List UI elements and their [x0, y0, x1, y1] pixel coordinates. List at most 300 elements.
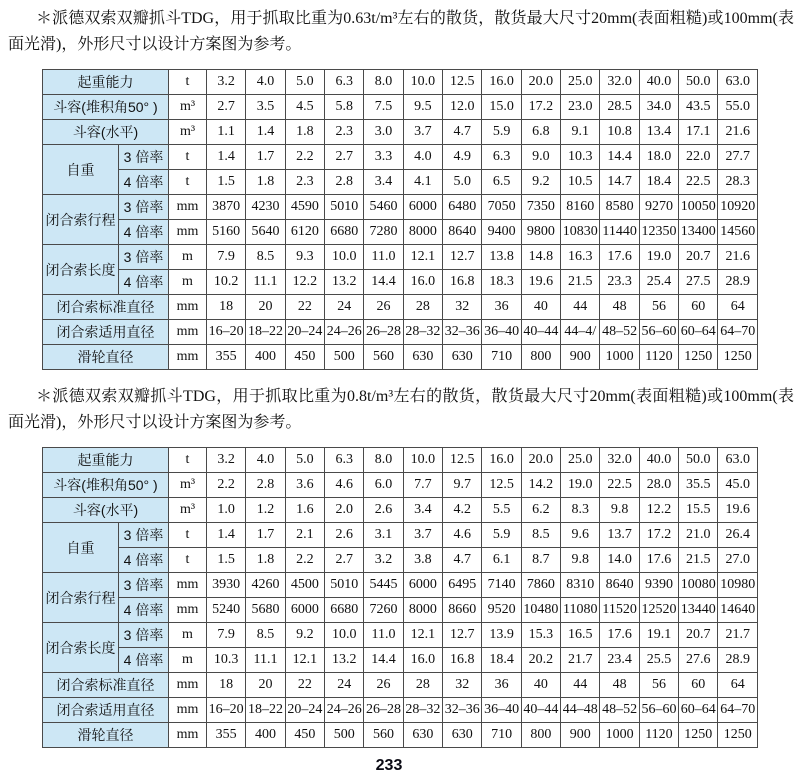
- value-cell: 24–26: [325, 698, 364, 723]
- value-cell: 2.3: [285, 170, 324, 195]
- value-cell: 32–36: [443, 698, 482, 723]
- value-cell: 1000: [600, 723, 639, 748]
- value-cell: 10920: [718, 195, 758, 220]
- table-row: [43, 270, 758, 295]
- value-cell: 14.8: [521, 245, 560, 270]
- value-cell: 26–28: [364, 320, 403, 345]
- value-cell: 13.7: [600, 523, 639, 548]
- value-cell: 12.5: [482, 473, 521, 498]
- value-cell: 10.3: [561, 145, 600, 170]
- value-cell: 2.2: [207, 473, 246, 498]
- unit-cell: mm: [169, 295, 207, 320]
- value-cell: 22.5: [679, 170, 718, 195]
- value-cell: 18.3: [482, 270, 521, 295]
- value-cell: 32.0: [600, 448, 639, 473]
- value-cell: 3.2: [207, 448, 246, 473]
- unit-cell: mm: [169, 195, 207, 220]
- value-cell: 24: [325, 295, 364, 320]
- unit-cell: m: [169, 648, 207, 673]
- value-cell: 21.6: [718, 120, 758, 145]
- row-sublabel: 3 倍率: [119, 573, 169, 598]
- row-label: 起重能力: [43, 448, 169, 473]
- value-cell: 900: [561, 723, 600, 748]
- unit-cell: mm: [169, 573, 207, 598]
- value-cell: 28.9: [718, 270, 758, 295]
- value-cell: 28: [403, 295, 442, 320]
- value-cell: 2.2: [285, 145, 324, 170]
- value-cell: 21.5: [679, 548, 718, 573]
- value-cell: 2.6: [364, 498, 403, 523]
- value-cell: 14640: [718, 598, 758, 623]
- unit-cell: t: [169, 170, 207, 195]
- value-cell: 2.7: [207, 95, 246, 120]
- unit-cell: t: [169, 448, 207, 473]
- value-cell: 9.2: [285, 623, 324, 648]
- value-cell: 2.8: [246, 473, 285, 498]
- value-cell: 13.4: [639, 120, 678, 145]
- row-sublabel: 4 倍率: [119, 270, 169, 295]
- value-cell: 3930: [207, 573, 246, 598]
- value-cell: 6.3: [482, 145, 521, 170]
- value-cell: 5160: [207, 220, 246, 245]
- value-cell: 2.8: [325, 170, 364, 195]
- value-cell: 6120: [285, 220, 324, 245]
- value-cell: 3.7: [403, 523, 442, 548]
- unit-cell: m³: [169, 498, 207, 523]
- value-cell: 13.9: [482, 623, 521, 648]
- value-cell: 9.6: [561, 523, 600, 548]
- value-cell: 4.0: [246, 448, 285, 473]
- value-cell: 630: [443, 345, 482, 370]
- value-cell: 16.0: [403, 270, 442, 295]
- value-cell: 1250: [718, 345, 758, 370]
- value-cell: 6.8: [521, 120, 560, 145]
- value-cell: 44–48: [561, 698, 600, 723]
- value-cell: 6.3: [325, 448, 364, 473]
- row-sublabel: 4 倍率: [119, 648, 169, 673]
- table-row: [43, 448, 758, 473]
- value-cell: 20–24: [285, 320, 324, 345]
- value-cell: 27.5: [679, 270, 718, 295]
- value-cell: 64–70: [718, 698, 758, 723]
- value-cell: 40: [521, 673, 560, 698]
- value-cell: 19.6: [718, 498, 758, 523]
- value-cell: 27.7: [718, 145, 758, 170]
- value-cell: 18.4: [482, 648, 521, 673]
- value-cell: 13.8: [482, 245, 521, 270]
- value-cell: 10480: [521, 598, 560, 623]
- value-cell: 12350: [639, 220, 678, 245]
- value-cell: 27.6: [679, 648, 718, 673]
- value-cell: 4.0: [403, 145, 442, 170]
- value-cell: 9.8: [600, 498, 639, 523]
- table-row: [43, 145, 758, 170]
- value-cell: 40–44: [521, 698, 560, 723]
- value-cell: 60: [679, 673, 718, 698]
- value-cell: 12.0: [443, 95, 482, 120]
- value-cell: 9.8: [561, 548, 600, 573]
- value-cell: 5680: [246, 598, 285, 623]
- unit-cell: mm: [169, 723, 207, 748]
- value-cell: 18: [207, 673, 246, 698]
- value-cell: 1.7: [246, 145, 285, 170]
- value-cell: 6480: [443, 195, 482, 220]
- value-cell: 12.2: [639, 498, 678, 523]
- value-cell: 3.3: [364, 145, 403, 170]
- value-cell: 32–36: [443, 320, 482, 345]
- value-cell: 22.5: [600, 473, 639, 498]
- value-cell: 8.3: [561, 498, 600, 523]
- unit-cell: m³: [169, 120, 207, 145]
- value-cell: 17.2: [639, 523, 678, 548]
- value-cell: 7.7: [403, 473, 442, 498]
- value-cell: 12.5: [443, 448, 482, 473]
- value-cell: 16.8: [443, 270, 482, 295]
- value-cell: 18.4: [639, 170, 678, 195]
- value-cell: 10.8: [600, 120, 639, 145]
- value-cell: 5.9: [482, 120, 521, 145]
- value-cell: 9.2: [521, 170, 560, 195]
- value-cell: 56: [639, 295, 678, 320]
- value-cell: 43.5: [679, 95, 718, 120]
- unit-cell: mm: [169, 320, 207, 345]
- value-cell: 26: [364, 295, 403, 320]
- value-cell: 630: [403, 345, 442, 370]
- value-cell: 5640: [246, 220, 285, 245]
- value-cell: 12520: [639, 598, 678, 623]
- value-cell: 23.4: [600, 648, 639, 673]
- value-cell: 10050: [679, 195, 718, 220]
- value-cell: 20.2: [521, 648, 560, 673]
- table-row: [43, 120, 758, 145]
- value-cell: 1.1: [207, 120, 246, 145]
- value-cell: 1120: [639, 723, 678, 748]
- value-cell: 5.0: [285, 70, 324, 95]
- value-cell: 400: [246, 723, 285, 748]
- value-cell: 16.0: [482, 70, 521, 95]
- value-cell: 18–22: [246, 698, 285, 723]
- row-group-label: 闭合索行程: [43, 195, 119, 245]
- value-cell: 26: [364, 673, 403, 698]
- value-cell: 21.7: [718, 623, 758, 648]
- row-group-label: 自重: [43, 523, 119, 573]
- row-label: 闭合索标准直径: [43, 295, 169, 320]
- table-row: [43, 573, 758, 598]
- value-cell: 450: [285, 723, 324, 748]
- value-cell: 9.0: [521, 145, 560, 170]
- value-cell: 21.0: [679, 523, 718, 548]
- unit-cell: mm: [169, 598, 207, 623]
- unit-cell: t: [169, 70, 207, 95]
- value-cell: 7350: [521, 195, 560, 220]
- value-cell: 3.2: [207, 70, 246, 95]
- value-cell: 5.9: [482, 523, 521, 548]
- value-cell: 8.7: [521, 548, 560, 573]
- value-cell: 20: [246, 295, 285, 320]
- table-row: [43, 295, 758, 320]
- table-row: [43, 498, 758, 523]
- value-cell: 28: [403, 673, 442, 698]
- table-row: [43, 70, 758, 95]
- value-cell: 21.6: [718, 245, 758, 270]
- value-cell: 2.7: [325, 145, 364, 170]
- value-cell: 56–60: [639, 698, 678, 723]
- value-cell: 1.4: [246, 120, 285, 145]
- value-cell: 5010: [325, 195, 364, 220]
- value-cell: 15.0: [482, 95, 521, 120]
- value-cell: 6000: [285, 598, 324, 623]
- value-cell: 1.8: [246, 170, 285, 195]
- value-cell: 3.2: [364, 548, 403, 573]
- value-cell: 6.2: [521, 498, 560, 523]
- value-cell: 11.1: [246, 648, 285, 673]
- value-cell: 18.0: [639, 145, 678, 170]
- value-cell: 5460: [364, 195, 403, 220]
- value-cell: 24: [325, 673, 364, 698]
- value-cell: 8160: [561, 195, 600, 220]
- value-cell: 14.2: [521, 473, 560, 498]
- value-cell: 17.6: [600, 245, 639, 270]
- value-cell: 60: [679, 295, 718, 320]
- value-cell: 6000: [403, 573, 442, 598]
- value-cell: 4.1: [403, 170, 442, 195]
- value-cell: 4.9: [443, 145, 482, 170]
- value-cell: 1250: [679, 723, 718, 748]
- value-cell: 1.5: [207, 548, 246, 573]
- table-row: [43, 648, 758, 673]
- value-cell: 56: [639, 673, 678, 698]
- intro-paragraph-2: ＊派德双索双瓣抓斗TDG，用于抓取比重为0.8t/m³左右的散货，散货最大尺寸20mm(表面粗糙)或100mm(表面光滑)，外形尺寸以设计方案图为参考。: [8, 388, 794, 431]
- table-row: [43, 245, 758, 270]
- value-cell: 12.1: [285, 648, 324, 673]
- value-cell: 8.0: [364, 448, 403, 473]
- value-cell: 22: [285, 295, 324, 320]
- unit-cell: m: [169, 270, 207, 295]
- value-cell: 8580: [600, 195, 639, 220]
- value-cell: 17.6: [639, 548, 678, 573]
- value-cell: 3.0: [364, 120, 403, 145]
- value-cell: 8660: [443, 598, 482, 623]
- spec-table-1: [42, 69, 758, 370]
- value-cell: 16–20: [207, 698, 246, 723]
- table-row: [43, 523, 758, 548]
- value-cell: 1120: [639, 345, 678, 370]
- value-cell: 900: [561, 345, 600, 370]
- value-cell: 34.0: [639, 95, 678, 120]
- value-cell: 14.4: [600, 145, 639, 170]
- value-cell: 40.0: [639, 448, 678, 473]
- value-cell: 1250: [679, 345, 718, 370]
- value-cell: 6.1: [482, 548, 521, 573]
- value-cell: 4.7: [443, 548, 482, 573]
- value-cell: 24–26: [325, 320, 364, 345]
- value-cell: 10.3: [207, 648, 246, 673]
- value-cell: 12.7: [443, 623, 482, 648]
- value-cell: 1.2: [246, 498, 285, 523]
- table-row: [43, 623, 758, 648]
- value-cell: 1.7: [246, 523, 285, 548]
- value-cell: 560: [364, 723, 403, 748]
- unit-cell: m: [169, 623, 207, 648]
- value-cell: 8310: [561, 573, 600, 598]
- value-cell: 36–40: [482, 320, 521, 345]
- value-cell: 5240: [207, 598, 246, 623]
- unit-cell: mm: [169, 698, 207, 723]
- value-cell: 44: [561, 673, 600, 698]
- value-cell: 40–44: [521, 320, 560, 345]
- value-cell: 60–64: [679, 320, 718, 345]
- unit-cell: m³: [169, 95, 207, 120]
- value-cell: 13440: [679, 598, 718, 623]
- value-cell: 17.6: [600, 623, 639, 648]
- value-cell: 22: [285, 673, 324, 698]
- value-cell: 32: [443, 295, 482, 320]
- value-cell: 8640: [600, 573, 639, 598]
- value-cell: 10.0: [325, 245, 364, 270]
- value-cell: 1.4: [207, 523, 246, 548]
- value-cell: 28.9: [718, 648, 758, 673]
- value-cell: 50.0: [679, 70, 718, 95]
- row-sublabel: 4 倍率: [119, 548, 169, 573]
- value-cell: 4590: [285, 195, 324, 220]
- value-cell: 710: [482, 723, 521, 748]
- value-cell: 56–60: [639, 320, 678, 345]
- value-cell: 22.0: [679, 145, 718, 170]
- row-sublabel: 3 倍率: [119, 245, 169, 270]
- value-cell: 9.1: [561, 120, 600, 145]
- value-cell: 2.3: [325, 120, 364, 145]
- value-cell: 800: [521, 345, 560, 370]
- value-cell: 2.2: [285, 548, 324, 573]
- value-cell: 1250: [718, 723, 758, 748]
- spec-table-2: [42, 447, 758, 748]
- value-cell: 11520: [600, 598, 639, 623]
- value-cell: 28.3: [718, 170, 758, 195]
- value-cell: 16.0: [403, 648, 442, 673]
- value-cell: 10080: [679, 573, 718, 598]
- unit-cell: m: [169, 245, 207, 270]
- value-cell: 6.3: [325, 70, 364, 95]
- row-label: 斗容(水平): [43, 498, 169, 523]
- value-cell: 12.7: [443, 245, 482, 270]
- row-label: 闭合索适用直径: [43, 320, 169, 345]
- value-cell: 3.7: [403, 120, 442, 145]
- value-cell: 1.8: [246, 548, 285, 573]
- table-row: [43, 95, 758, 120]
- value-cell: 10980: [718, 573, 758, 598]
- row-group-label: 闭合索长度: [43, 245, 119, 295]
- table-row: [43, 170, 758, 195]
- row-label: 起重能力: [43, 70, 169, 95]
- row-sublabel: 4 倍率: [119, 598, 169, 623]
- value-cell: 7280: [364, 220, 403, 245]
- row-sublabel: 3 倍率: [119, 523, 169, 548]
- table-row: [43, 220, 758, 245]
- value-cell: 64: [718, 673, 758, 698]
- value-cell: 6000: [403, 195, 442, 220]
- value-cell: 10.2: [207, 270, 246, 295]
- value-cell: 11080: [561, 598, 600, 623]
- value-cell: 4.6: [443, 523, 482, 548]
- value-cell: 1.8: [285, 120, 324, 145]
- value-cell: 3.8: [403, 548, 442, 573]
- value-cell: 16.3: [561, 245, 600, 270]
- value-cell: 4500: [285, 573, 324, 598]
- value-cell: 27.0: [718, 548, 758, 573]
- value-cell: 16.8: [443, 648, 482, 673]
- value-cell: 36: [482, 295, 521, 320]
- value-cell: 5.0: [285, 448, 324, 473]
- value-cell: 40.0: [639, 70, 678, 95]
- value-cell: 7860: [521, 573, 560, 598]
- value-cell: 20.7: [679, 623, 718, 648]
- value-cell: 3.5: [246, 95, 285, 120]
- value-cell: 40: [521, 295, 560, 320]
- value-cell: 8.0: [364, 70, 403, 95]
- value-cell: 5.8: [325, 95, 364, 120]
- row-group-label: 闭合索行程: [43, 573, 119, 623]
- value-cell: 3.4: [364, 170, 403, 195]
- row-label: 滑轮直径: [43, 345, 169, 370]
- value-cell: 1.6: [285, 498, 324, 523]
- value-cell: 3.6: [285, 473, 324, 498]
- value-cell: 48–52: [600, 320, 639, 345]
- value-cell: 18–22: [246, 320, 285, 345]
- value-cell: 10830: [561, 220, 600, 245]
- value-cell: 9390: [639, 573, 678, 598]
- value-cell: 10.0: [403, 448, 442, 473]
- value-cell: 4.0: [246, 70, 285, 95]
- value-cell: 5.5: [482, 498, 521, 523]
- value-cell: 9400: [482, 220, 521, 245]
- unit-cell: t: [169, 548, 207, 573]
- table-row: [43, 345, 758, 370]
- value-cell: 9.3: [285, 245, 324, 270]
- value-cell: 10.0: [325, 623, 364, 648]
- table-row: [43, 723, 758, 748]
- value-cell: 5445: [364, 573, 403, 598]
- row-sublabel: 3 倍率: [119, 145, 169, 170]
- value-cell: 25.5: [639, 648, 678, 673]
- value-cell: 18: [207, 295, 246, 320]
- value-cell: 355: [207, 723, 246, 748]
- value-cell: 4.5: [285, 95, 324, 120]
- value-cell: 8.5: [246, 623, 285, 648]
- value-cell: 400: [246, 345, 285, 370]
- value-cell: 60–64: [679, 698, 718, 723]
- value-cell: 48: [600, 673, 639, 698]
- value-cell: 2.0: [325, 498, 364, 523]
- value-cell: 12.5: [443, 70, 482, 95]
- value-cell: 355: [207, 345, 246, 370]
- value-cell: 35.5: [679, 473, 718, 498]
- value-cell: 6680: [325, 220, 364, 245]
- table-row: [43, 548, 758, 573]
- spec-table-2-body: [43, 448, 758, 748]
- value-cell: 14.7: [600, 170, 639, 195]
- value-cell: 3.1: [364, 523, 403, 548]
- value-cell: 21.7: [561, 648, 600, 673]
- value-cell: 500: [325, 345, 364, 370]
- table-row: [43, 195, 758, 220]
- value-cell: 20.0: [521, 448, 560, 473]
- value-cell: 26.4: [718, 523, 758, 548]
- value-cell: 44: [561, 295, 600, 320]
- value-cell: 3.4: [403, 498, 442, 523]
- value-cell: 12.1: [403, 245, 442, 270]
- value-cell: 560: [364, 345, 403, 370]
- value-cell: 8.5: [521, 523, 560, 548]
